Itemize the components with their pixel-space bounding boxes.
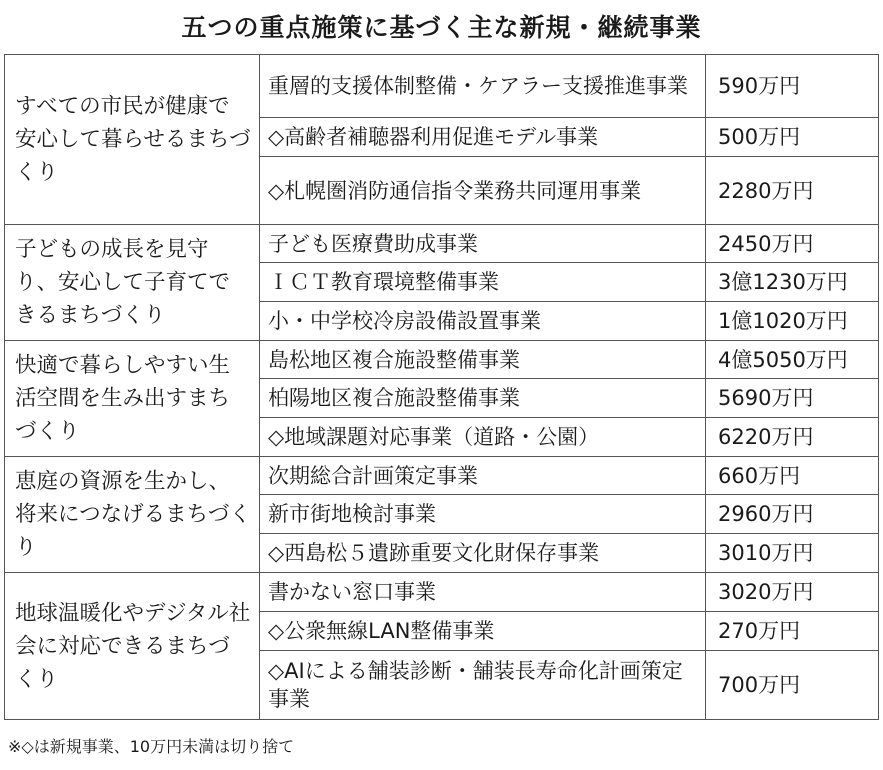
project-amount: 6220万円 — [706, 418, 879, 457]
footnote: ※◇は新規事業、10万円未満は切り捨て — [8, 737, 295, 756]
project-amount: 700万円 — [706, 651, 879, 720]
project-name: ＩＣＴ教育環境整備事業 — [260, 263, 706, 302]
page-title: 五つの重点施策に基づく主な新規・継続事業 — [181, 13, 702, 42]
project-amount: 660万円 — [706, 457, 879, 495]
category-cell: すべての市民が健康で安心して暮らせるまちづくり — [5, 55, 260, 225]
project-name: 書かない窓口事業 — [260, 573, 706, 612]
category-cell: 恵庭の資源を生かし、将来につなげるまちづくり — [5, 457, 260, 573]
project-amount: 5690万円 — [706, 379, 879, 418]
project-name: ◇高齢者補聴器利用促進モデル事業 — [260, 118, 706, 157]
project-name: ◇AIによる舗装診断・舗装長寿命化計画策定事業 — [260, 651, 706, 720]
project-amount: 2450万円 — [706, 225, 879, 263]
project-amount: 3010万円 — [706, 534, 879, 573]
project-name: ◇西島松５遺跡重要文化財保存事業 — [260, 534, 706, 573]
project-name: ◇公衆無線LAN整備事業 — [260, 612, 706, 651]
project-amount: 270万円 — [706, 612, 879, 651]
projects-table — [4, 54, 879, 720]
project-amount: 1億1020万円 — [706, 302, 879, 341]
category-cell: 快適で暮らしやすい生活空間を生み出すまちづくり — [5, 341, 260, 457]
project-amount: 590万円 — [706, 55, 879, 118]
project-name: ◇札幌圏消防通信指令業務共同運用事業 — [260, 157, 706, 225]
project-amount: 4億5050万円 — [706, 341, 879, 379]
project-amount: 2960万円 — [706, 495, 879, 534]
table-row — [5, 573, 879, 612]
project-amount: 3億1230万円 — [706, 263, 879, 302]
project-name: ◇地域課題対応事業（道路・公園） — [260, 418, 706, 457]
category-cell: 子どもの成長を見守り、安心して子育てできるまちづくり — [5, 225, 260, 341]
table-row — [5, 341, 879, 379]
project-name: 次期総合計画策定事業 — [260, 457, 706, 495]
project-amount: 500万円 — [706, 118, 879, 157]
project-name: 新市街地検討事業 — [260, 495, 706, 534]
project-amount: 2280万円 — [706, 157, 879, 225]
project-name: 柏陽地区複合施設整備事業 — [260, 379, 706, 418]
project-name: 子ども医療費助成事業 — [260, 225, 706, 263]
project-name: 小・中学校冷房設備設置事業 — [260, 302, 706, 341]
table-row — [5, 225, 879, 263]
project-amount: 3020万円 — [706, 573, 879, 612]
table-row — [5, 457, 879, 495]
category-cell: 地球温暖化やデジタル社会に対応できるまちづくり — [5, 573, 260, 720]
project-name: 島松地区複合施設整備事業 — [260, 341, 706, 379]
table-row — [5, 55, 879, 118]
project-name: 重層的支援体制整備・ケアラー支援推進事業 — [260, 55, 706, 118]
